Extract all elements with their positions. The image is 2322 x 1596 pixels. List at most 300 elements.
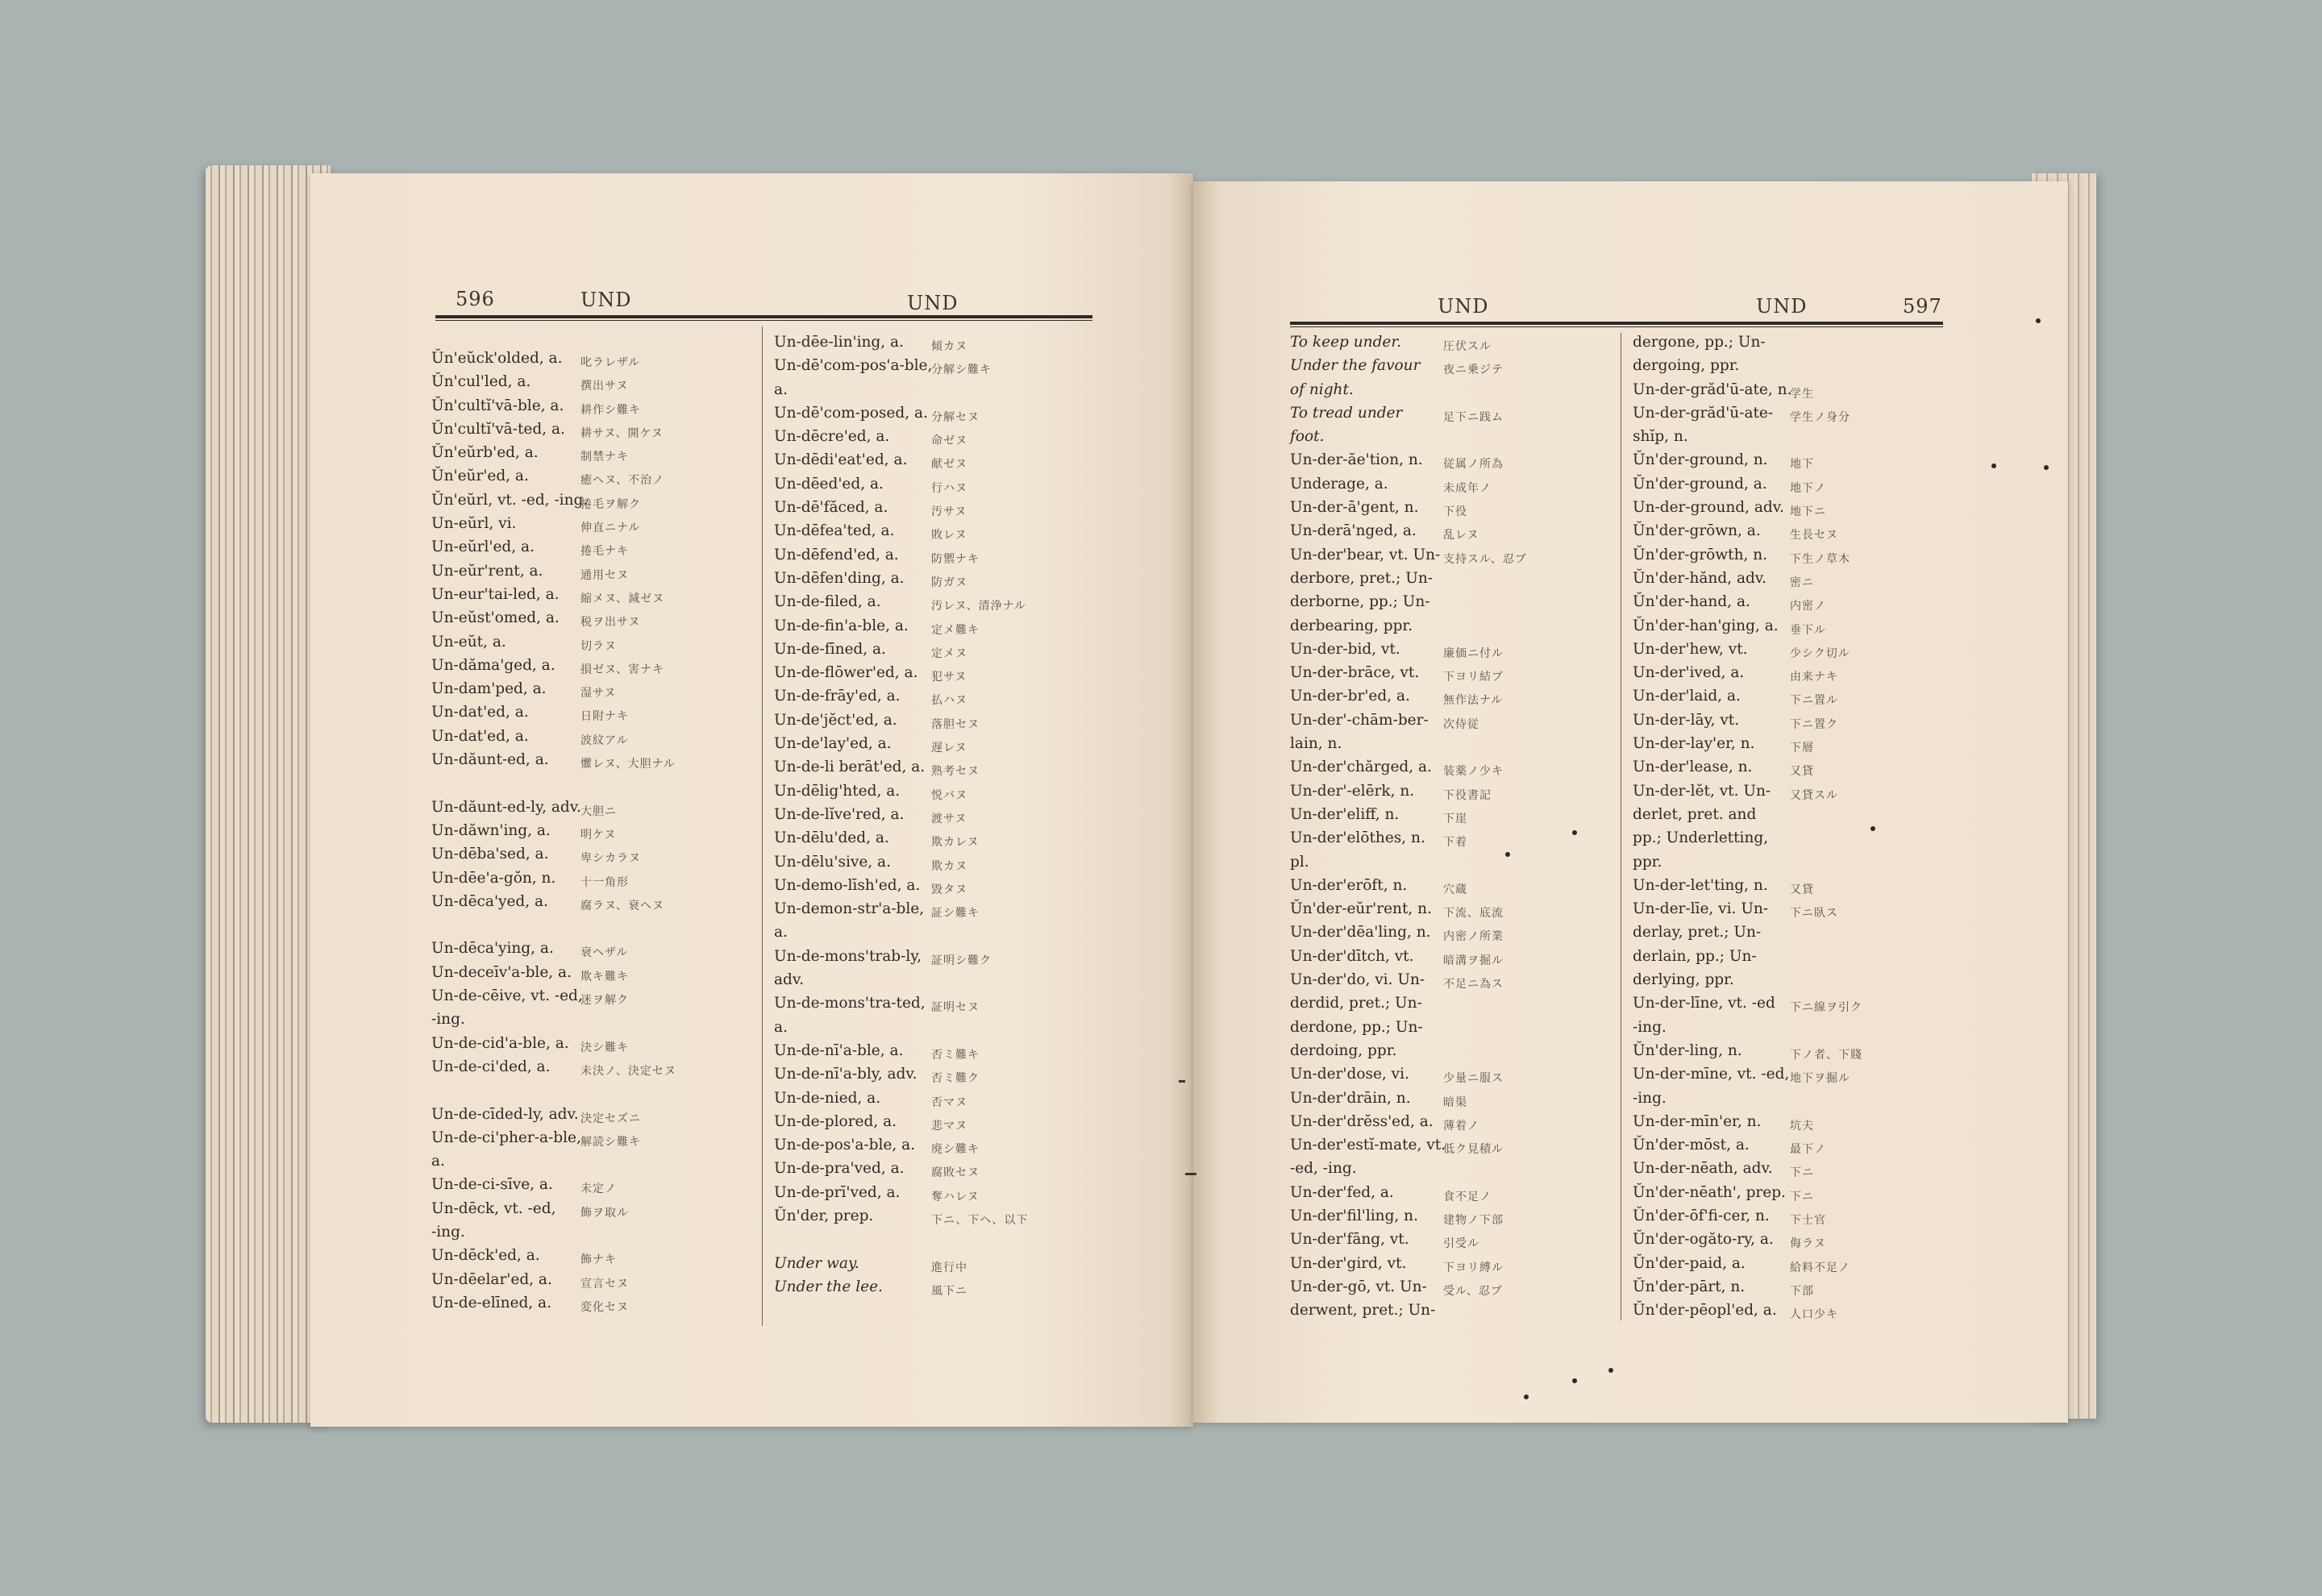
dictionary-entry <box>1633 638 1955 661</box>
dictionary-entry <box>774 755 1096 779</box>
headword: Un-de-pos'a-ble, a. <box>774 1137 916 1154</box>
headword: Un-dēca'yed, a. <box>431 892 548 910</box>
dictionary-entry <box>774 709 1096 732</box>
dictionary-entry <box>431 441 754 464</box>
dictionary-entry <box>431 347 754 370</box>
japanese-gloss: 奪ハレヌ <box>931 1190 980 1203</box>
dictionary-entry <box>1290 755 1617 779</box>
dictionary-entry <box>431 984 754 1008</box>
dictionary-entry <box>1633 354 1955 377</box>
page-number-right: 597 <box>1903 295 1942 318</box>
japanese-gloss: 傾カヌ <box>931 340 968 353</box>
dictionary-entry <box>1290 1016 1617 1039</box>
headword: Un-der'dēa'ling, n. <box>1290 924 1431 941</box>
dictionary-entry <box>431 1149 754 1173</box>
japanese-gloss: 捲毛ナキ <box>580 545 629 559</box>
japanese-gloss: 衰ヘザル <box>580 946 629 960</box>
headword: Un-der'-elērk, n. <box>1290 782 1415 800</box>
headword: Un-der-nēath, adv. <box>1633 1160 1773 1178</box>
headword: Un-der'hew, vt. <box>1633 640 1748 658</box>
dictionary-entry <box>1633 1016 1955 1039</box>
japanese-gloss: 由来ナキ <box>1790 671 1838 684</box>
headword: Un-eŭr'rent, a. <box>431 562 543 580</box>
japanese-gloss: 十一角形 <box>580 875 629 889</box>
headword: Ŭn'der, prep. <box>774 1207 874 1224</box>
headword: lain, n. <box>1290 735 1342 753</box>
japanese-gloss: 下ニ、下ヘ、以下 <box>931 1213 1029 1227</box>
japanese-gloss: 不足ニ為ス <box>1443 978 1504 991</box>
headword: Un-dam'ped, a. <box>431 680 547 698</box>
headword: Un-der'drāin, n. <box>1290 1089 1411 1107</box>
japanese-gloss: 変化セヌ <box>580 1300 629 1314</box>
japanese-gloss: 行ハヌ <box>931 481 968 495</box>
japanese-gloss: 決定セズニ <box>580 1112 641 1125</box>
dictionary-entry <box>1290 638 1617 661</box>
headword: Un-der'do, vi. Un- <box>1290 971 1425 989</box>
dictionary-entry <box>431 961 754 984</box>
right-page-column-1 <box>1290 330 1617 1322</box>
japanese-gloss: 下崖 <box>1443 812 1467 825</box>
headword: Un-dēca'ying, a. <box>431 940 554 958</box>
japanese-gloss: 学生ノ身分 <box>1790 410 1850 424</box>
headword: Un-der'erōft, n. <box>1290 876 1408 894</box>
print-speck <box>1572 830 1577 835</box>
japanese-gloss: 落胆セヌ <box>931 717 980 731</box>
headword: Ŭn'der-hand, a. <box>1633 593 1750 611</box>
dictionary-entry <box>1290 330 1617 354</box>
headword: Underage, a. <box>1290 475 1388 493</box>
dictionary-entry <box>1633 803 1955 826</box>
japanese-gloss: 下層 <box>1790 742 1814 755</box>
headword: Un-de-ci-sīve, a. <box>431 1176 553 1194</box>
japanese-gloss: 毀タヌ <box>931 883 968 896</box>
headword: Un-de-frāy'ed, a. <box>774 688 901 705</box>
dictionary-entry <box>431 1008 754 1031</box>
headword: Un-der-mīne, vt. -ed, <box>1633 1066 1790 1083</box>
headword: Ŭn'der-ground, a. <box>1633 475 1767 493</box>
japanese-gloss: 迷ヲ解ク <box>580 994 629 1008</box>
dictionary-entry <box>774 1039 1096 1062</box>
dictionary-entry <box>1290 803 1617 826</box>
headword: -ing. <box>1633 1018 1667 1036</box>
japanese-gloss: 未決ノ、決定セヌ <box>580 1064 676 1078</box>
print-speck <box>2036 318 2041 323</box>
running-head-left-2: UND <box>907 292 959 314</box>
japanese-gloss: 又貸 <box>1790 883 1814 896</box>
japanese-gloss: 下ヨリ縛ル <box>1443 1261 1504 1274</box>
dictionary-entry <box>1290 1204 1617 1228</box>
japanese-gloss: 通用セヌ <box>580 568 629 582</box>
headword: Ŭn'der-pārt, n. <box>1633 1278 1746 1295</box>
japanese-gloss: 払ハヌ <box>931 694 968 708</box>
japanese-gloss: 生長セヌ <box>1790 529 1838 542</box>
dictionary-entry <box>774 1228 1096 1251</box>
japanese-gloss: 定メ難キ <box>931 623 980 637</box>
dictionary-entry <box>1290 921 1617 944</box>
headword: Un-dēed'ed, a. <box>774 475 884 493</box>
japanese-gloss: 証明セヌ <box>931 1001 980 1015</box>
japanese-gloss: 装薬ノ少キ <box>1443 765 1504 779</box>
headword: Un-dēe'a-gŏn, n. <box>431 869 556 887</box>
dictionary-entry <box>431 1173 754 1196</box>
headword: Ŭn'eŭrb'ed, a. <box>431 444 539 462</box>
dictionary-entry <box>1633 1062 1955 1086</box>
dictionary-entry <box>1290 448 1617 472</box>
japanese-gloss: 日附ナキ <box>580 710 629 724</box>
japanese-gloss: 分解セヌ <box>931 410 980 424</box>
headword: Ŭn'der-grōwn, a. <box>1633 522 1761 540</box>
dictionary-entry <box>1290 779 1617 803</box>
dictionary-entry <box>1290 472 1617 496</box>
japanese-gloss: 波紋アル <box>580 734 629 747</box>
dictionary-entry <box>774 614 1096 638</box>
dictionary-entry <box>1633 1039 1955 1062</box>
dictionary-entry <box>1633 991 1955 1015</box>
headword: Un-de'jĕct'ed, a. <box>774 711 897 729</box>
japanese-gloss: 下着 <box>1443 836 1467 850</box>
japanese-gloss: 防ガヌ <box>931 576 968 589</box>
dictionary-entry <box>774 448 1096 472</box>
headword: a. <box>774 380 788 398</box>
japanese-gloss: 捲毛ヲ解ク <box>580 497 641 511</box>
dictionary-entry <box>1290 378 1617 401</box>
running-head-right-1: UND <box>1438 295 1489 318</box>
left-page-column-2 <box>774 330 1096 1299</box>
japanese-gloss: 足下ニ践ム <box>1443 410 1504 424</box>
dictionary-entry <box>431 677 754 700</box>
dictionary-entry <box>431 1220 754 1244</box>
headword: Un-dēelar'ed, a. <box>431 1270 552 1288</box>
headword: Un-deceīv'a-ble, a. <box>431 963 572 981</box>
dictionary-entry <box>431 630 754 654</box>
dictionary-entry <box>774 1157 1096 1180</box>
japanese-gloss: 暗溝ヲ掘ル <box>1443 954 1504 967</box>
headword: Un-der-ā'gent, n. <box>1290 499 1419 517</box>
japanese-gloss: 坑夫 <box>1790 1119 1814 1133</box>
headword: Un-der'-chām-ber- <box>1290 711 1429 729</box>
dictionary-entry <box>1290 1252 1617 1275</box>
headword: derdoing, ppr. <box>1290 1041 1397 1059</box>
headword: Un-dēlu'ded, a. <box>774 829 889 847</box>
dictionary-entry <box>431 913 754 937</box>
dictionary-entry <box>1290 401 1617 425</box>
dictionary-entry <box>431 512 754 535</box>
japanese-gloss: 乱レヌ <box>1443 529 1479 542</box>
dictionary-entry <box>1633 401 1955 425</box>
japanese-gloss: 否ミ難キ <box>931 1048 980 1062</box>
header-rule-left <box>435 315 1092 321</box>
dictionary-entry <box>431 488 754 512</box>
japanese-gloss: 悲マヌ <box>931 1119 968 1133</box>
dictionary-entry <box>431 819 754 842</box>
dictionary-entry <box>431 606 754 630</box>
dictionary-entry <box>1633 1087 1955 1110</box>
japanese-gloss: 風下ニ <box>931 1284 968 1298</box>
japanese-gloss: 遅レヌ <box>931 742 968 755</box>
headword: Un-de-nī'a-bly, adv. <box>774 1066 918 1083</box>
headword: Un-de-mons'trab-ly, <box>774 947 922 965</box>
headword: Un-dēba'sed, a. <box>431 846 549 863</box>
japanese-gloss: 防禦ナキ <box>931 552 980 566</box>
headword: Un-der-brāce, vt. <box>1290 664 1420 682</box>
headword: derdone, pp.; Un- <box>1290 1018 1423 1036</box>
headword: Un-dēcre'ed, a. <box>774 428 890 446</box>
japanese-gloss: 伸直ニナル <box>580 522 641 535</box>
japanese-gloss: 熟考セヌ <box>931 765 980 779</box>
left-page <box>310 173 1193 1427</box>
japanese-gloss: 分解シ難キ <box>931 364 992 377</box>
headword: Un-eŭrl, vi. <box>431 515 517 533</box>
dictionary-entry <box>774 638 1096 661</box>
headword: Un-demon-str'a-ble, <box>774 900 925 918</box>
dictionary-entry <box>774 779 1096 803</box>
japanese-gloss: 懼レヌ、大胆ナル <box>580 758 676 771</box>
dictionary-entry <box>1633 330 1955 354</box>
right-page <box>1193 181 2068 1423</box>
japanese-gloss: 侮ラヌ <box>1790 1237 1826 1251</box>
headword: adv. <box>774 971 805 989</box>
japanese-gloss: 解読シ難キ <box>580 1135 641 1149</box>
headword: Un-der'laid, a. <box>1633 688 1741 705</box>
headword: Ŭn'eŭr'ed, a. <box>431 468 529 485</box>
dictionary-entry <box>431 370 754 393</box>
headword: pl. <box>1290 853 1309 871</box>
dictionary-entry <box>774 991 1096 1015</box>
dictionary-entry <box>1290 684 1617 708</box>
dictionary-entry <box>774 945 1096 968</box>
dictionary-entry <box>774 921 1096 944</box>
japanese-gloss: 縮メヌ、減ゼヌ <box>580 592 665 605</box>
japanese-gloss: 下役 <box>1443 505 1467 519</box>
japanese-gloss: 内密ノ所業 <box>1443 930 1504 944</box>
headword: Ŭn'der-ground, n. <box>1633 451 1768 469</box>
japanese-gloss: 低ク見積ル <box>1443 1143 1504 1157</box>
headword: Un-der-ăe'tion, n. <box>1290 451 1423 469</box>
dictionary-entry <box>431 1079 754 1102</box>
headword: Under the lee. <box>774 1278 883 1295</box>
headword: Ŭn'cultĭ'vā-ted, a. <box>431 420 565 438</box>
dictionary-entry <box>1633 897 1955 921</box>
dictionary-entry <box>431 700 754 724</box>
japanese-gloss: 献ゼヌ <box>931 458 968 472</box>
japanese-gloss: 明ケヌ <box>580 828 617 842</box>
headword: Un-der'bear, vt. Un- <box>1290 546 1441 563</box>
headword: derbore, pret.; Un- <box>1290 569 1433 587</box>
dictionary-entry <box>431 842 754 866</box>
headword: Un-dē'com-pos'a-ble, <box>774 357 933 375</box>
dictionary-entry <box>774 1062 1096 1086</box>
dictionary-entry <box>774 1133 1096 1157</box>
japanese-gloss: 否マヌ <box>931 1095 968 1109</box>
headword: Un-eŭt, a. <box>431 633 506 650</box>
dictionary-entry <box>774 1016 1096 1039</box>
japanese-gloss: 飾ナキ <box>580 1253 617 1267</box>
japanese-gloss: 廃シ難キ <box>931 1143 980 1157</box>
print-speck <box>1572 1378 1577 1383</box>
headword: derlying, ppr. <box>1633 971 1734 989</box>
dictionary-entry <box>1633 874 1955 897</box>
headword: Un-der-lāy, vt. <box>1633 711 1740 729</box>
japanese-gloss: 暗渠 <box>1443 1095 1467 1109</box>
dictionary-entry <box>431 1197 754 1220</box>
dictionary-entry <box>1633 496 1955 519</box>
japanese-gloss: 敗レヌ <box>931 529 968 542</box>
headword: Un-dēck'ed, a. <box>431 1247 540 1265</box>
dictionary-entry <box>1633 543 1955 567</box>
japanese-gloss: 夜ニ乗ジテ <box>1443 364 1504 377</box>
headword: Un-de-elīned, a. <box>431 1294 551 1311</box>
right-page-column-2 <box>1633 330 1955 1322</box>
japanese-gloss: 食不足ノ <box>1443 1190 1492 1203</box>
headword: Un-de-li berāt'ed, a. <box>774 759 926 776</box>
dictionary-entry <box>774 968 1096 991</box>
japanese-gloss: 引受ル <box>1443 1237 1479 1251</box>
japanese-gloss: 渡サヌ <box>931 812 968 825</box>
headword: derlay, pret.; Un- <box>1633 924 1762 941</box>
dictionary-entry <box>431 867 754 890</box>
dictionary-entry <box>431 583 754 606</box>
headword: Un-eur'tai-led, a. <box>431 585 560 603</box>
headword: Ŭn'eŭck'olded, a. <box>431 350 563 367</box>
dictionary-entry <box>1290 354 1617 377</box>
headword: a. <box>774 924 788 941</box>
dictionary-entry <box>1290 897 1617 921</box>
headword: Un-dēdi'eat'ed, a. <box>774 451 908 469</box>
headword: Ŭn'der-eŭr'rent, n. <box>1290 900 1432 918</box>
dictionary-entry <box>1290 496 1617 519</box>
japanese-gloss: 損ゼヌ、害ナキ <box>580 663 665 676</box>
japanese-gloss: 大胆ニ <box>580 804 617 818</box>
dictionary-entry <box>774 732 1096 755</box>
japanese-gloss: 少シク切ル <box>1790 646 1850 660</box>
japanese-gloss: 下ニ置ク <box>1790 717 1838 731</box>
headword: To keep under. <box>1290 334 1402 351</box>
dictionary-entry <box>1633 590 1955 613</box>
headword: Un-der-grăd'ū-ate- <box>1633 404 1774 422</box>
headword: Un-der-līne, vt. -ed <box>1633 995 1775 1012</box>
japanese-gloss: 学生 <box>1790 387 1814 401</box>
dictionary-entry <box>774 330 1096 354</box>
japanese-gloss: 腐ラヌ、衰ヘヌ <box>580 899 665 912</box>
japanese-gloss: 少量ニ服ス <box>1443 1072 1504 1086</box>
dictionary-entry <box>431 1055 754 1079</box>
dictionary-entry <box>1290 425 1617 448</box>
headword: Un-eŭst'omed, a. <box>431 609 560 627</box>
headword: Un-der-bid, vt. <box>1290 640 1400 658</box>
headword: -ing. <box>1633 1089 1667 1107</box>
print-speck <box>1608 1368 1613 1373</box>
japanese-gloss: 耕作シ難キ <box>580 403 641 417</box>
japanese-gloss: 下ニ <box>1790 1166 1814 1180</box>
japanese-gloss: 進行中 <box>931 1261 968 1274</box>
japanese-gloss: 人口少キ <box>1790 1308 1838 1322</box>
japanese-gloss: 下生ノ草木 <box>1790 552 1850 566</box>
japanese-gloss: 建物ノ下部 <box>1443 1213 1504 1227</box>
dictionary-entry <box>774 897 1096 921</box>
dictionary-entry <box>1290 543 1617 567</box>
japanese-gloss: 耕サヌ、開ケヌ <box>580 426 664 440</box>
japanese-gloss: 下ニ <box>1790 1190 1814 1203</box>
headword: Under the favour <box>1290 357 1421 375</box>
japanese-gloss: 宣言セヌ <box>580 1277 629 1291</box>
headword: Un-dēfea'ted, a. <box>774 522 895 540</box>
dictionary-entry <box>1290 1157 1617 1180</box>
dictionary-entry <box>1633 779 1955 803</box>
japanese-gloss: 地下ニ <box>1790 505 1826 519</box>
dictionary-entry <box>774 519 1096 542</box>
dictionary-entry <box>1633 567 1955 590</box>
headword: Un-der-lĕt, vt. Un- <box>1633 782 1771 800</box>
japanese-gloss: 汚サヌ <box>931 505 968 519</box>
headword: Un-de-pra'ved, a. <box>774 1160 905 1178</box>
headword: derdid, pret.; Un- <box>1290 995 1422 1012</box>
headword: Un-de-fin'a-ble, a. <box>774 617 909 634</box>
headword: Un-der'dose, vi. <box>1290 1066 1409 1083</box>
japanese-gloss: 下ニ置ル <box>1790 694 1838 708</box>
dictionary-entry <box>774 425 1096 448</box>
headword: Ŭn'der-ling, n. <box>1633 1041 1742 1059</box>
dictionary-entry <box>1290 1087 1617 1110</box>
dictionary-entry <box>1633 1299 1955 1322</box>
headword: Un-dēe-lin'ing, a. <box>774 334 904 351</box>
japanese-gloss: 下役書記 <box>1443 788 1492 802</box>
dictionary-entry <box>431 1268 754 1291</box>
dictionary-entry <box>1633 1228 1955 1251</box>
headword: foot. <box>1290 428 1325 446</box>
headword: Un-der'lease, n. <box>1633 759 1753 776</box>
dictionary-entry <box>1290 1181 1617 1204</box>
dictionary-entry <box>1633 1110 1955 1133</box>
dictionary-entry <box>774 1087 1096 1110</box>
headword: Un-dăunt-ed, a. <box>431 751 549 769</box>
dictionary-entry <box>1290 1275 1617 1299</box>
headword: Un-der'estĭ-mate, vt. <box>1290 1137 1446 1154</box>
headword: Un-der'fed, a. <box>1290 1183 1394 1201</box>
headword: Un-der-grăd'ū-ate, n. <box>1633 380 1792 398</box>
column-divider-left <box>762 326 763 1326</box>
dictionary-entry <box>1290 968 1617 991</box>
dictionary-entry <box>774 401 1096 425</box>
headword: Ŭn'der-paid, a. <box>1633 1254 1746 1272</box>
dictionary-entry <box>1633 921 1955 944</box>
dictionary-entry <box>774 661 1096 684</box>
dictionary-entry <box>431 418 754 441</box>
headword: ppr. <box>1633 853 1662 871</box>
headword: Ŭn'der-nēath', prep. <box>1633 1183 1786 1201</box>
dictionary-entry <box>1633 614 1955 638</box>
dictionary-entry <box>1633 1133 1955 1157</box>
dictionary-entry <box>431 748 754 771</box>
headword: Un-der'elōthes, n. <box>1290 829 1425 847</box>
gutter-mark <box>1179 1080 1185 1083</box>
dictionary-entry <box>1633 826 1955 850</box>
headword: Un-der'drĕss'ed, a. <box>1290 1112 1434 1130</box>
headword: Un-dēlig'hted, a. <box>774 782 901 800</box>
headword: Ŭn'der-ogăto-ry, a. <box>1633 1231 1774 1249</box>
headword: dergoing, ppr. <box>1633 357 1740 375</box>
headword: Un-de-cēive, vt. -ed, <box>431 987 583 1005</box>
dictionary-entry <box>1633 378 1955 401</box>
dictionary-entry <box>1290 1133 1617 1157</box>
japanese-gloss: 飾ヲ取ル <box>580 1206 629 1220</box>
dictionary-entry <box>1633 448 1955 472</box>
headword: Un-de-lĭve'red, a. <box>774 805 905 823</box>
headword: a. <box>774 1018 788 1036</box>
dictionary-entry <box>431 394 754 418</box>
headword: derlain, pp.; Un- <box>1633 947 1757 965</box>
headword: Ŭn'der-hănd, adv. <box>1633 569 1766 587</box>
japanese-gloss: 制禁ナキ <box>580 451 629 464</box>
